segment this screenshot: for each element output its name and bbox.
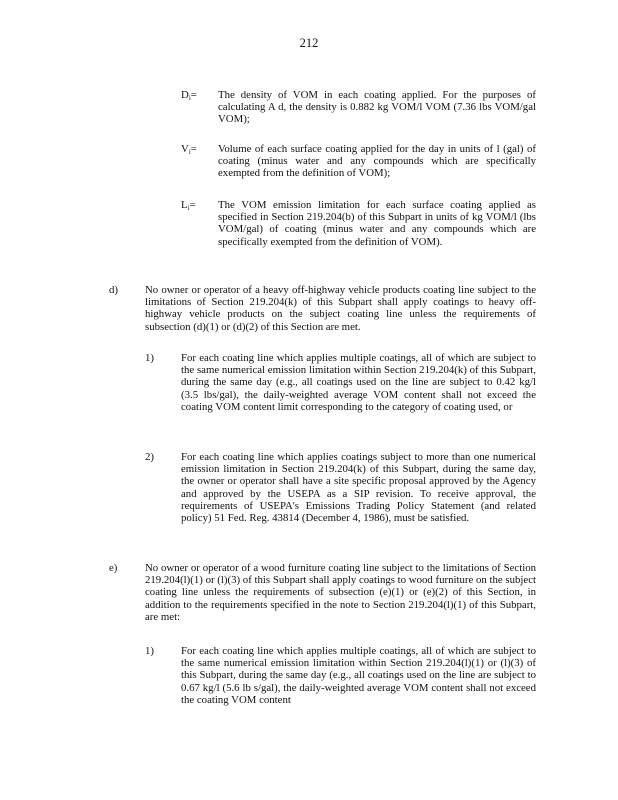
definition-symbol-d: $D_i=$ bbox=[181, 89, 197, 102]
section-e-text: No owner or operator of a wood furniture coating line subject to the limitations of Section 219.204(l)(1) or (l)(3) of this Subpart shall apply coatings to wood furniture on the subject coating line unless the requirements of subsection (e)(1) or (e)(2) of this Section, in addition to the requirements specified in the note to Section 219.204(l)(1) of this Subpart, are met: bbox=[145, 562, 536, 623]
section-d-item-2-label: 2) bbox=[145, 451, 154, 463]
section-e-item-1-text: For each coating line which applies multiple coatings, all of which are subject to the same numerical emission limitation within Section 219.204(l)(1) or (l)(3) of this Subpart, during the same day (e.g., all coatings used on the line are subject to 0.67 kg/l (5.6 lb s/gal), the daily-weighted average VOM content shall not exceed the coating VOM content bbox=[181, 645, 536, 706]
section-d-item-1-label: 1) bbox=[145, 352, 154, 364]
definition-limitation: The VOM emission limitation for each surface coating applied as specified in Section 219.204(b) of this Subpart in units of kg VOM/l (lbs VOM/gal) of coating (minus water and any compounds which are specifically exempted from the definition of VOM). bbox=[218, 199, 536, 248]
definition-volume: Volume of each surface coating applied for the day in units of l (gal) of coating (minus water and any compounds which are specifically exempted from the definition of VOM); bbox=[218, 143, 536, 180]
section-e-label: e) bbox=[109, 562, 118, 574]
definition-symbol-v: $V_i=$ bbox=[181, 143, 197, 156]
section-d-text: No owner or operator of a heavy off-highway vehicle products coating line subject to the limitations of Section 219.204(k) of this Subpart shall apply coatings to heavy off-highway vehicle products on the subject coating line unless the requirements of subsection (d)(1) or (d)(2) of this Section are met. bbox=[145, 284, 536, 333]
section-d-item-1-text: For each coating line which applies multiple coatings, all of which are subject to the same numerical emission limitation within Section 219.204(k) of this Subpart, during the same day (e.g., all coatings used on the line are subject to 0.42 kg/l (3.5 lbs/gal), the daily-weighted average VOM content shall not exceed the coating VOM content limit corresponding to the category of coating used, or bbox=[181, 352, 536, 413]
section-d-item-2-text: For each coating line which applies coatings subject to more than one numerical emission limitation in Section 219.204(k) of this Subpart, during the same day, the owner or operator shall have a site specific proposal approved by the Agency and approved by the USEPA as a SIP revision. To receive approval, the requirements of USEPA's Emissions Trading Policy Statement (and related policy) 51 Fed. Reg. 43814 (December 4, 1986), must be satisfied. bbox=[181, 451, 536, 525]
page-number: 212 bbox=[299, 36, 319, 50]
definition-symbol-l: $L_i=$ bbox=[181, 199, 196, 212]
section-e-item-1-label: 1) bbox=[145, 645, 154, 657]
definition-density: The density of VOM in each coating applied. For the purposes of calculating A d, the density is 0.882 kg VOM/l VOM (7.36 lbs VOM/gal VOM); bbox=[218, 89, 536, 126]
section-d-label: d) bbox=[109, 284, 118, 296]
